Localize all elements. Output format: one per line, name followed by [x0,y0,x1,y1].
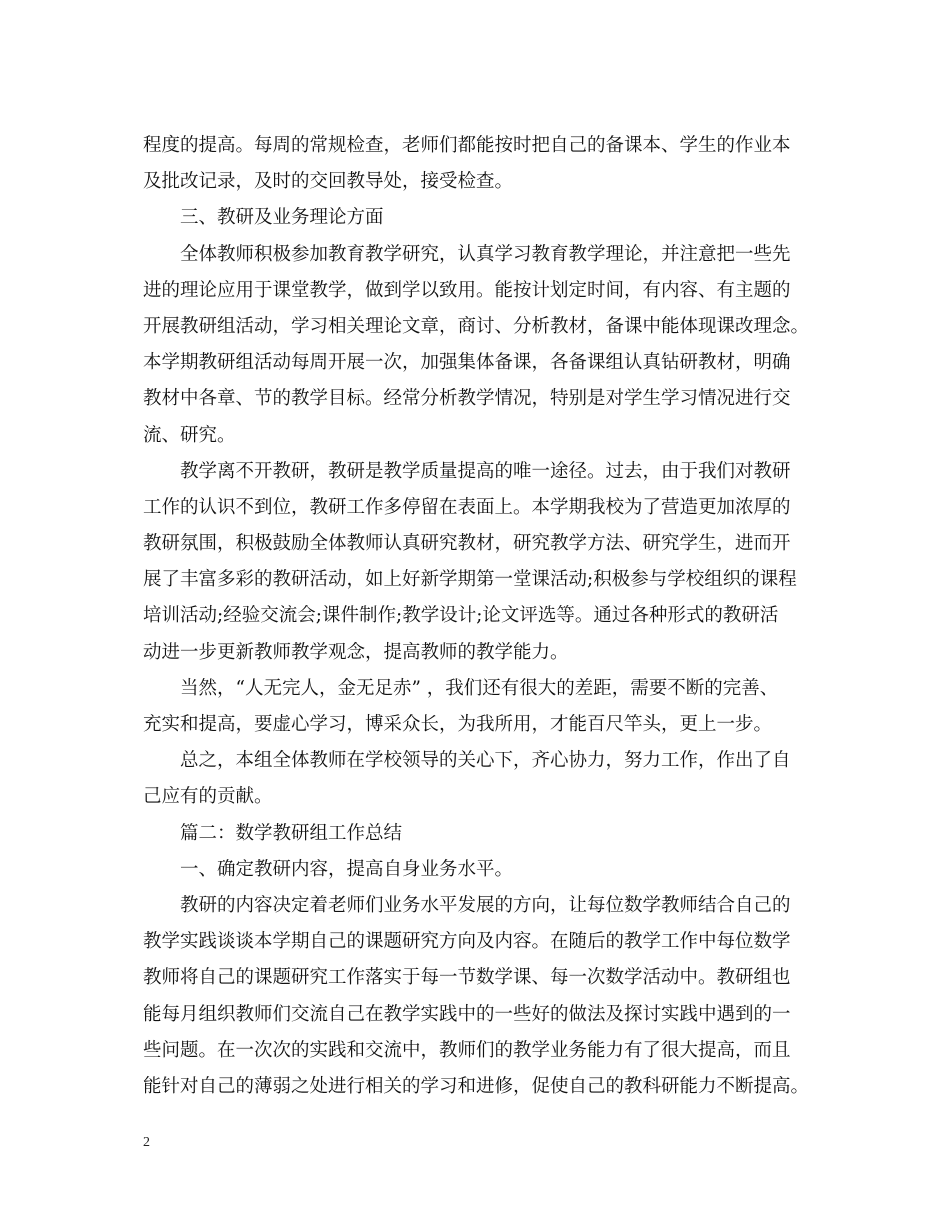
text-line: 开展教研组活动，学习相关理论文章，商讨、分析教材，备课中能体现课改理念。 [143,315,810,337]
text-line: 篇二：数学教研组工作总结 [180,822,403,844]
text-line: 总之，本组全体教师在学校领导的关心下，齐心协力，努力工作，作出了自 [180,750,791,772]
text-line: 工作的认识不到位，教研工作多停留在表面上。本学期我校为了营造更加浓厚的 [143,496,791,518]
text-line: 教研的内容决定着老师们业务水平发展的方向，让每位数学教师结合自己的 [180,894,791,916]
text-line: 培训活动;经验交流会;课件制作;教学设计;论文评选等。通过各种形式的教研活 [143,605,779,627]
text-line: 三、教研及业务理论方面 [180,207,384,229]
text-line: 些问题。在一次次的实践和交流中，教师们的教学业务能力有了很大提高，而且 [143,1039,791,1061]
text-line: 本学期教研组活动每周开展一次，加强集体备课，各备课组认真钻研教材，明确 [143,352,791,374]
text-line: 动进一步更新教师教学观念，提高教师的教学能力。 [143,641,569,663]
text-line: 进的理论应用于课堂教学，做到学以致用。能按计划定时间，有内容、有主题的 [143,279,791,301]
text-line: 能每月组织教师们交流自己在教学实践中的一些好的做法及探讨实践中遇到的一 [143,1003,791,1025]
text-line: 及批改记录，及时的交回教导处，接受检查。 [143,171,514,193]
text-line: 教材中各章、节的教学目标。经常分析教学情况，特别是对学生学习情况进行交 [143,388,791,410]
text-line: 展了丰富多彩的教研活动，如上好新学期第一堂课活动;积极参与学校组织的课程 [143,569,797,591]
text-line: 当然，“人无完人，金无足赤” ，我们还有很大的差距，需要不断的完善、 [180,677,779,699]
text-line: 教师将自己的课题研究工作落实于每一节数学课、每一次数学活动中。教研组也 [143,967,791,989]
page-number: 2 [143,1135,150,1150]
text-line: 全体教师积极参加教育教学研究，认真学习教育教学理论，并注意把一些先 [180,243,791,265]
text-line: 能针对自己的薄弱之处进行相关的学习和进修，促使自己的教科研能力不断提高。 [143,1075,810,1097]
text-line: 一、确定教研内容，提高自身业务水平。 [180,858,514,880]
text-line: 教研氛围，积极鼓励全体教师认真研究教材，研究教学方法、研究学生，进而开 [143,533,791,555]
text-line: 己应有的贡献。 [143,786,273,808]
text-line: 教学实践谈谈本学期自己的课题研究方向及内容。在随后的教学工作中每位数学 [143,931,791,953]
text-line: 充实和提高，要虚心学习，博采众长，为我所用，才能百尺竿头，更上一步。 [143,714,773,735]
text-line: 程度的提高。每周的常规检查，老师们都能按时把自己的备课本、学生的作业本 [143,135,791,156]
text-line: 流、研究。 [143,424,236,446]
text-line: 教学离不开教研，教研是教学质量提高的唯一途径。过去，由于我们对教研 [180,460,791,482]
document-body [143,128,810,1105]
